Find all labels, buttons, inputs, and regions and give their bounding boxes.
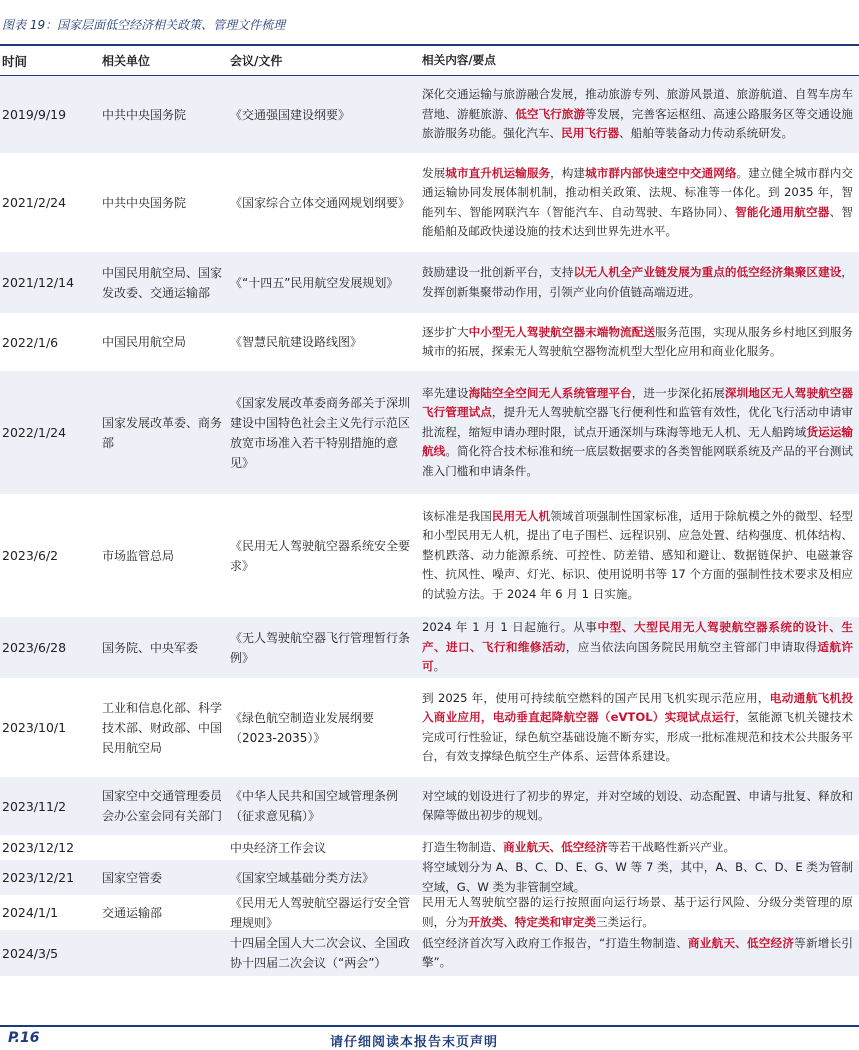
header-document: 会议/文件 [230,53,283,68]
table-row [0,895,859,930]
content-text: 逐步扩大 [422,324,469,339]
highlight-text: 以无人机全产业链发展为重点的低空经济集聚区建设 [573,265,842,279]
page-number: P.16 [8,1030,40,1046]
content-text: ，氢能源飞机关键技术完成可行性验证，绿色航空基础设施不断夯实，形成一批标准规范和技术公共服务平台，有效支撑绿色航空生产体系、运营体系建设。 [422,710,853,763]
content-text: 。简化符合技术标准和统一底层数据要求的各类智能网联系统及产品的平台测试准入门槛和申请条件。 [422,444,853,478]
content-text: 三类运行。 [595,914,654,929]
policy-table [0,44,859,976]
highlight-text: 智能化通用航空器 [735,204,830,219]
cell-unit: 交通运输部 [102,905,163,920]
table-caption: 图表 19：国家层面低空经济相关政策、管理文件梳理 [2,18,286,32]
cell-content [420,860,859,895]
cell-content [420,617,859,678]
cell-unit: 国家空中交通管理委员会办公室会同有关部门 [102,789,223,823]
table-row [0,617,859,678]
highlight-text: 城市群内部快速空中交通网络 [585,165,737,180]
content-text: 率先建设 [422,385,469,400]
content-text: 发展 [422,165,446,180]
content-text: 、智能船舶及邮政快递设施的技术达到世界先进水平。 [422,204,853,238]
highlight-text: 海陆空全空间无人系统管理平台 [468,385,632,400]
highlight-text: 中小型无人驾驶航空器末端物流配送 [468,324,655,339]
highlight-text: 商业航天、低空经济 [503,839,608,854]
cell-content [420,371,859,494]
content-text: 鼓励建设一批创新平台，支持 [422,265,574,279]
content-text: ，发挥创新集聚带动作用，引领产业向价值链高端迈进。 [422,265,853,299]
highlight-text: 货运运输航线 [422,424,853,459]
cell-unit: 中共中央国务院 [102,195,187,210]
content-text: ，应当依法向国务院民用航空主管部门申请取得 [565,639,818,654]
content-text: 到 2025 年，使用可持续航空燃料的国产民用飞机实现示范应用， [422,690,770,705]
cell-content [420,777,859,835]
content-text: 民用无人驾驶航空器的运行按照面向运行场景、基于运行风险、分级分类管理的原则，分为 [422,895,853,929]
highlight-text: 开放类、特定类和审定类 [468,914,596,929]
table-row [0,313,859,371]
cell-content [420,313,859,371]
cell-content [420,930,859,976]
cell-document: 中央经济工作会议 [230,840,327,855]
cell-unit: 国家空管委 [102,870,163,885]
highlight-text: 民用飞行器 [561,126,620,141]
content-text: ，进一步深化拓展 [631,385,725,400]
content-text: ，提升无人驾驶航空器飞行便利性和监管有效性，优化飞行活动申请审批流程，缩短申请办理时限，试点开通深圳与珠海等地无人机、无人船跨域 [422,405,853,439]
cell-content [420,678,859,777]
table-row [0,371,859,494]
highlight-text: 中型、大型民用无人驾驶航空器系统的设计、生产、进口、飞行和维修活动 [422,620,853,654]
cell-document: 《智慧民航建设路线图》 [230,335,363,349]
cell-date: 2022/1/6 [2,334,59,350]
footer-disclaimer: 请仔细阅读本报告末页声明 [330,1035,499,1050]
cell-content [420,895,859,930]
cell-document: 《民用无人驾驶航空器系统安全要求》 [230,538,411,573]
table-row [0,678,859,777]
cell-document: 《国家空域基础分类方法》 [230,870,375,885]
cell-date: 2023/12/12 [2,840,75,855]
cell-date: 2023/10/1 [2,720,67,735]
cell-document: 《绿色航空制造业发展纲要（2023-2035）》 [230,710,375,745]
table-row [0,494,859,617]
table-row [0,930,859,976]
cell-document: 《中华人民共和国空域管理条例（征求意见稿）》 [230,789,399,823]
highlight-text: 适航许可 [422,639,853,674]
header-unit: 相关单位 [102,53,151,68]
cell-date: 2023/6/28 [2,640,67,655]
content-text: 领域首项强制性国家标准，适用于除航模之外的微型、轻型和小型民用无人机，提出了电子围栏、远程识别、应急处置、结构强度、机体结构、整机跌落、动力能源系统、可控性、防差错、感知和避让、数据链保护、电磁兼容性、抗风性、噪声、灯光、标识、使用说明书等 17 个方面的强制性技术要求及相应的试验方法。于 2024 年 6 月 1 日实施。 [422,508,853,601]
cell-date: 2019/9/19 [2,107,67,122]
table-header [0,46,859,76]
content-text: 。 [433,659,446,674]
highlight-text: 电动通航飞机投入商业应用，电动垂直起降航空器（eVTOL）实现试点运行 [422,690,853,724]
content-text: 等若干战略性新兴产业。 [607,839,736,854]
cell-content [420,252,859,313]
cell-date: 2024/1/1 [2,905,59,920]
cell-document: 《无人驾驶航空器飞行管理暂行条例》 [230,630,411,665]
content-text: 低空经济首次写入政府工作报告，“打造生物制造、 [422,935,688,950]
cell-document: 《国家发展改革委商务部关于深圳建设中国特色社会主义先行示范区放宽市场准入若干特别措施的意见》 [230,395,411,470]
content-text: 等新增长引擎”。 [422,935,853,969]
highlight-text: 民用无人机 [491,508,551,523]
table-row [0,860,859,895]
highlight-text: 城市直升机运输服务 [445,165,551,180]
cell-unit [100,835,228,860]
page-footer [0,1025,859,1050]
cell-unit: 国家发展改革委、商务部 [102,415,223,450]
cell-document: 《交通强国建设纲要》 [230,107,351,122]
header-date: 时间 [2,53,28,69]
table-row [0,835,859,860]
cell-date: 2021/2/24 [2,195,67,210]
cell-unit: 中国民用航空局、国家发改委、交通运输部 [102,265,223,300]
table-row [0,777,859,835]
cell-content [420,76,859,153]
content-text: 将空域划分为 A、B、C、D、E、G、W 等 7 类，其中，A、B、C、D、E 类为管制空域，G、W 类为非管制空域。 [422,860,853,894]
highlight-text: 商业航天、低空经济 [687,935,795,950]
cell-date: 2024/3/5 [2,945,59,961]
cell-document: 《“十四五”民用航空发展规划》 [230,275,399,290]
cell-content [420,835,859,860]
cell-document: 《民用无人驾驶航空器运行安全管理规则》 [230,895,411,930]
table-row [0,76,859,153]
header-content: 相关内容/要点 [422,52,496,67]
cell-document: 《国家综合立体交通网规划纲要》 [230,195,411,210]
content-text: ，构建 [550,165,586,180]
content-text: 打造生物制造、 [422,839,504,854]
content-text: 等发展，完善客运枢纽、高速公路服务区等交通设施旅游服务功能。强化汽车、 [422,106,853,141]
content-text: 。建立健全城市群内交通运输协同发展体制机制，推动相关政策、法规、标准等一体化。到 2035 年，智能列车、智能网联汽车（智能汽车、自动驾驶、车路协同）、 [422,165,853,219]
cell-unit [100,930,228,976]
cell-content [420,494,859,617]
cell-unit: 国务院、中央军委 [102,640,199,655]
content-text: 该标准是我国 [422,508,492,523]
cell-document: 十四届全国人大二次会议、全国政协十四届二次会议（“两会”） [230,936,411,970]
cell-unit: 市场监管总局 [102,548,175,563]
cell-date: 2021/12/14 [2,275,75,290]
cell-unit: 中共中央国务院 [102,107,187,122]
cell-unit: 工业和信息化部、科学技术部、财政部、中国民用航空局 [102,700,223,755]
table-row [0,153,859,252]
cell-date: 2023/6/2 [2,548,59,563]
cell-date: 2023/11/2 [2,798,67,814]
table-body [0,76,859,976]
content-text: 2024 年 1 月 1 日起施行。从事 [422,620,598,635]
content-text: 服务范围，实现从服务乡村地区到服务城市的拓展，探索无人驾驶航空器物流机型大型化应用和商业化服务。 [422,324,853,358]
cell-content [420,153,859,252]
content-text: 深化交通运输与旅游融合发展，推动旅游专列、旅游风景道、旅游航道、自驾车房车营地、游艇旅游、 [422,87,853,121]
content-text: 、船舶等装备动力传动系统研发。 [619,126,794,141]
cell-date: 2022/1/24 [2,425,67,440]
cell-unit: 中国民用航空局 [102,335,187,349]
highlight-text: 低空飞行旅游 [515,106,586,121]
content-text: 对空域的划设进行了初步的界定，并对空域的划设、动态配置、申请与批复、释放和保障等做出初步的规划。 [422,788,853,822]
highlight-text: 深圳地区无人驾驶航空器飞行管理试点 [422,385,853,420]
table-row [0,252,859,313]
cell-date: 2023/12/21 [2,870,75,885]
